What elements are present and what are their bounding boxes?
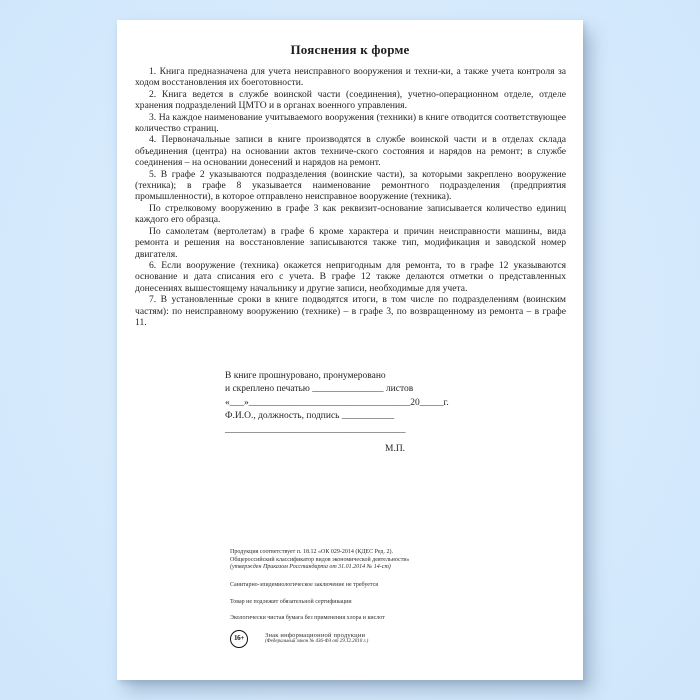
production-note-line-3: (утвержден Приказом Росстандарта от 31.01.2014 № 14-ст) [230, 564, 391, 570]
age-16-badge-icon: 16+ [230, 630, 248, 648]
explanation-paragraph: 6. Если вооружение (техника) окажется непригодным для ремонта, то в графе 12 указываются основание и дата списания его с учета. В графе 12 также делаются отметки о представленных донесениях вышестоящему начальнику и другие записи, необходимые для учета. [135, 259, 566, 294]
binding-line-2: и скреплено печатью _______________ листов [225, 384, 414, 395]
info-product-label: Знак информационной продукции [265, 632, 366, 639]
binding-line-4: Ф.И.О., должность, подпись ___________ [225, 411, 395, 422]
explanations-text [135, 66, 566, 328]
production-note-line-2: Общероссийский классификатор видов экономической деятельности» [230, 556, 410, 563]
explanation-paragraph: 2. Книга ведется в службе воинской части (соединения), учетно-операционном отделе, отделе хранения подразделений ЦМТО и в органах военного управления. [135, 88, 566, 112]
explanation-paragraph: По стрелковому вооружению в графе 3 как реквизит-основание записывается количество единиц каждого его образца. [135, 202, 566, 226]
paper-sheet [117, 20, 583, 680]
info-product-row [230, 630, 470, 648]
explanation-paragraph: 7. В установленные сроки в книге подводятся итоги, в том числе по подразделениям (воинским частям): по неисправному вооружению (технике) – в графе 3, по возвращенному из ремонта – в графе 11. [135, 294, 566, 328]
eco-note: Экологически чистая бумага без применения хлора и кислот [230, 614, 385, 621]
info-product-text [265, 630, 368, 645]
info-product-law: (Федеральный закон № 436-ФЗ от 29.12.2010 г.) [265, 639, 369, 644]
stamp-place-label: М.П. [385, 444, 406, 455]
page-title: Пояснения к форме [290, 42, 410, 57]
production-note-line-1: Продукция соответствует п. 18.12 «ОК 029-2014 (КДЕС Ред. 2). [230, 549, 393, 555]
binding-line-5: ______________________________________ [225, 424, 406, 435]
explanation-paragraph: По самолетам (вертолетам) в графе 6 кроме характера и причин неисправности машины, вида ремонта и решения на восстановление записываются также тип, модификация и заводской номер двигателя. [135, 225, 566, 260]
explanation-paragraph: 5. В графе 2 указываются подразделения (воинские части), за которыми закреплено вооружение (техника); в графе 8 указывается наименование ремонтного подразделения (предприятия промышленности), в которое отправлено неисправное вооружение (техника). [135, 168, 566, 203]
binding-record-block [225, 370, 475, 456]
publisher-fine-print [230, 549, 470, 648]
explanation-paragraph: 3. На каждое наименование учитываемого вооружения (техники) в книге отводится соответствующее количество страниц. [135, 111, 566, 135]
explanation-paragraph: 4. Первоначальные записи в книге производятся в службе воинской части и в отделах склада объединения (центра) на основании актов техниче-ского состояния и нарядов на ремонт; в службе соединения – на основании донесений и нарядов на ремонт. [135, 134, 566, 169]
certification-note: Товар не подлежит обязательной сертификации [230, 599, 352, 605]
explanation-paragraph: 1. Книга предназначена для учета неисправного вооружения и техни-ки, а также учета контроля за ходом восстановления их боеготовности. [135, 66, 566, 89]
binding-line-3: «___»__________________________________20_____г. [225, 397, 449, 408]
binding-line-1: В книге прошнуровано, пронумеровано [225, 371, 386, 381]
sanitary-note: Санитарно-эпидемиологическое заключение не требуется [230, 581, 379, 588]
